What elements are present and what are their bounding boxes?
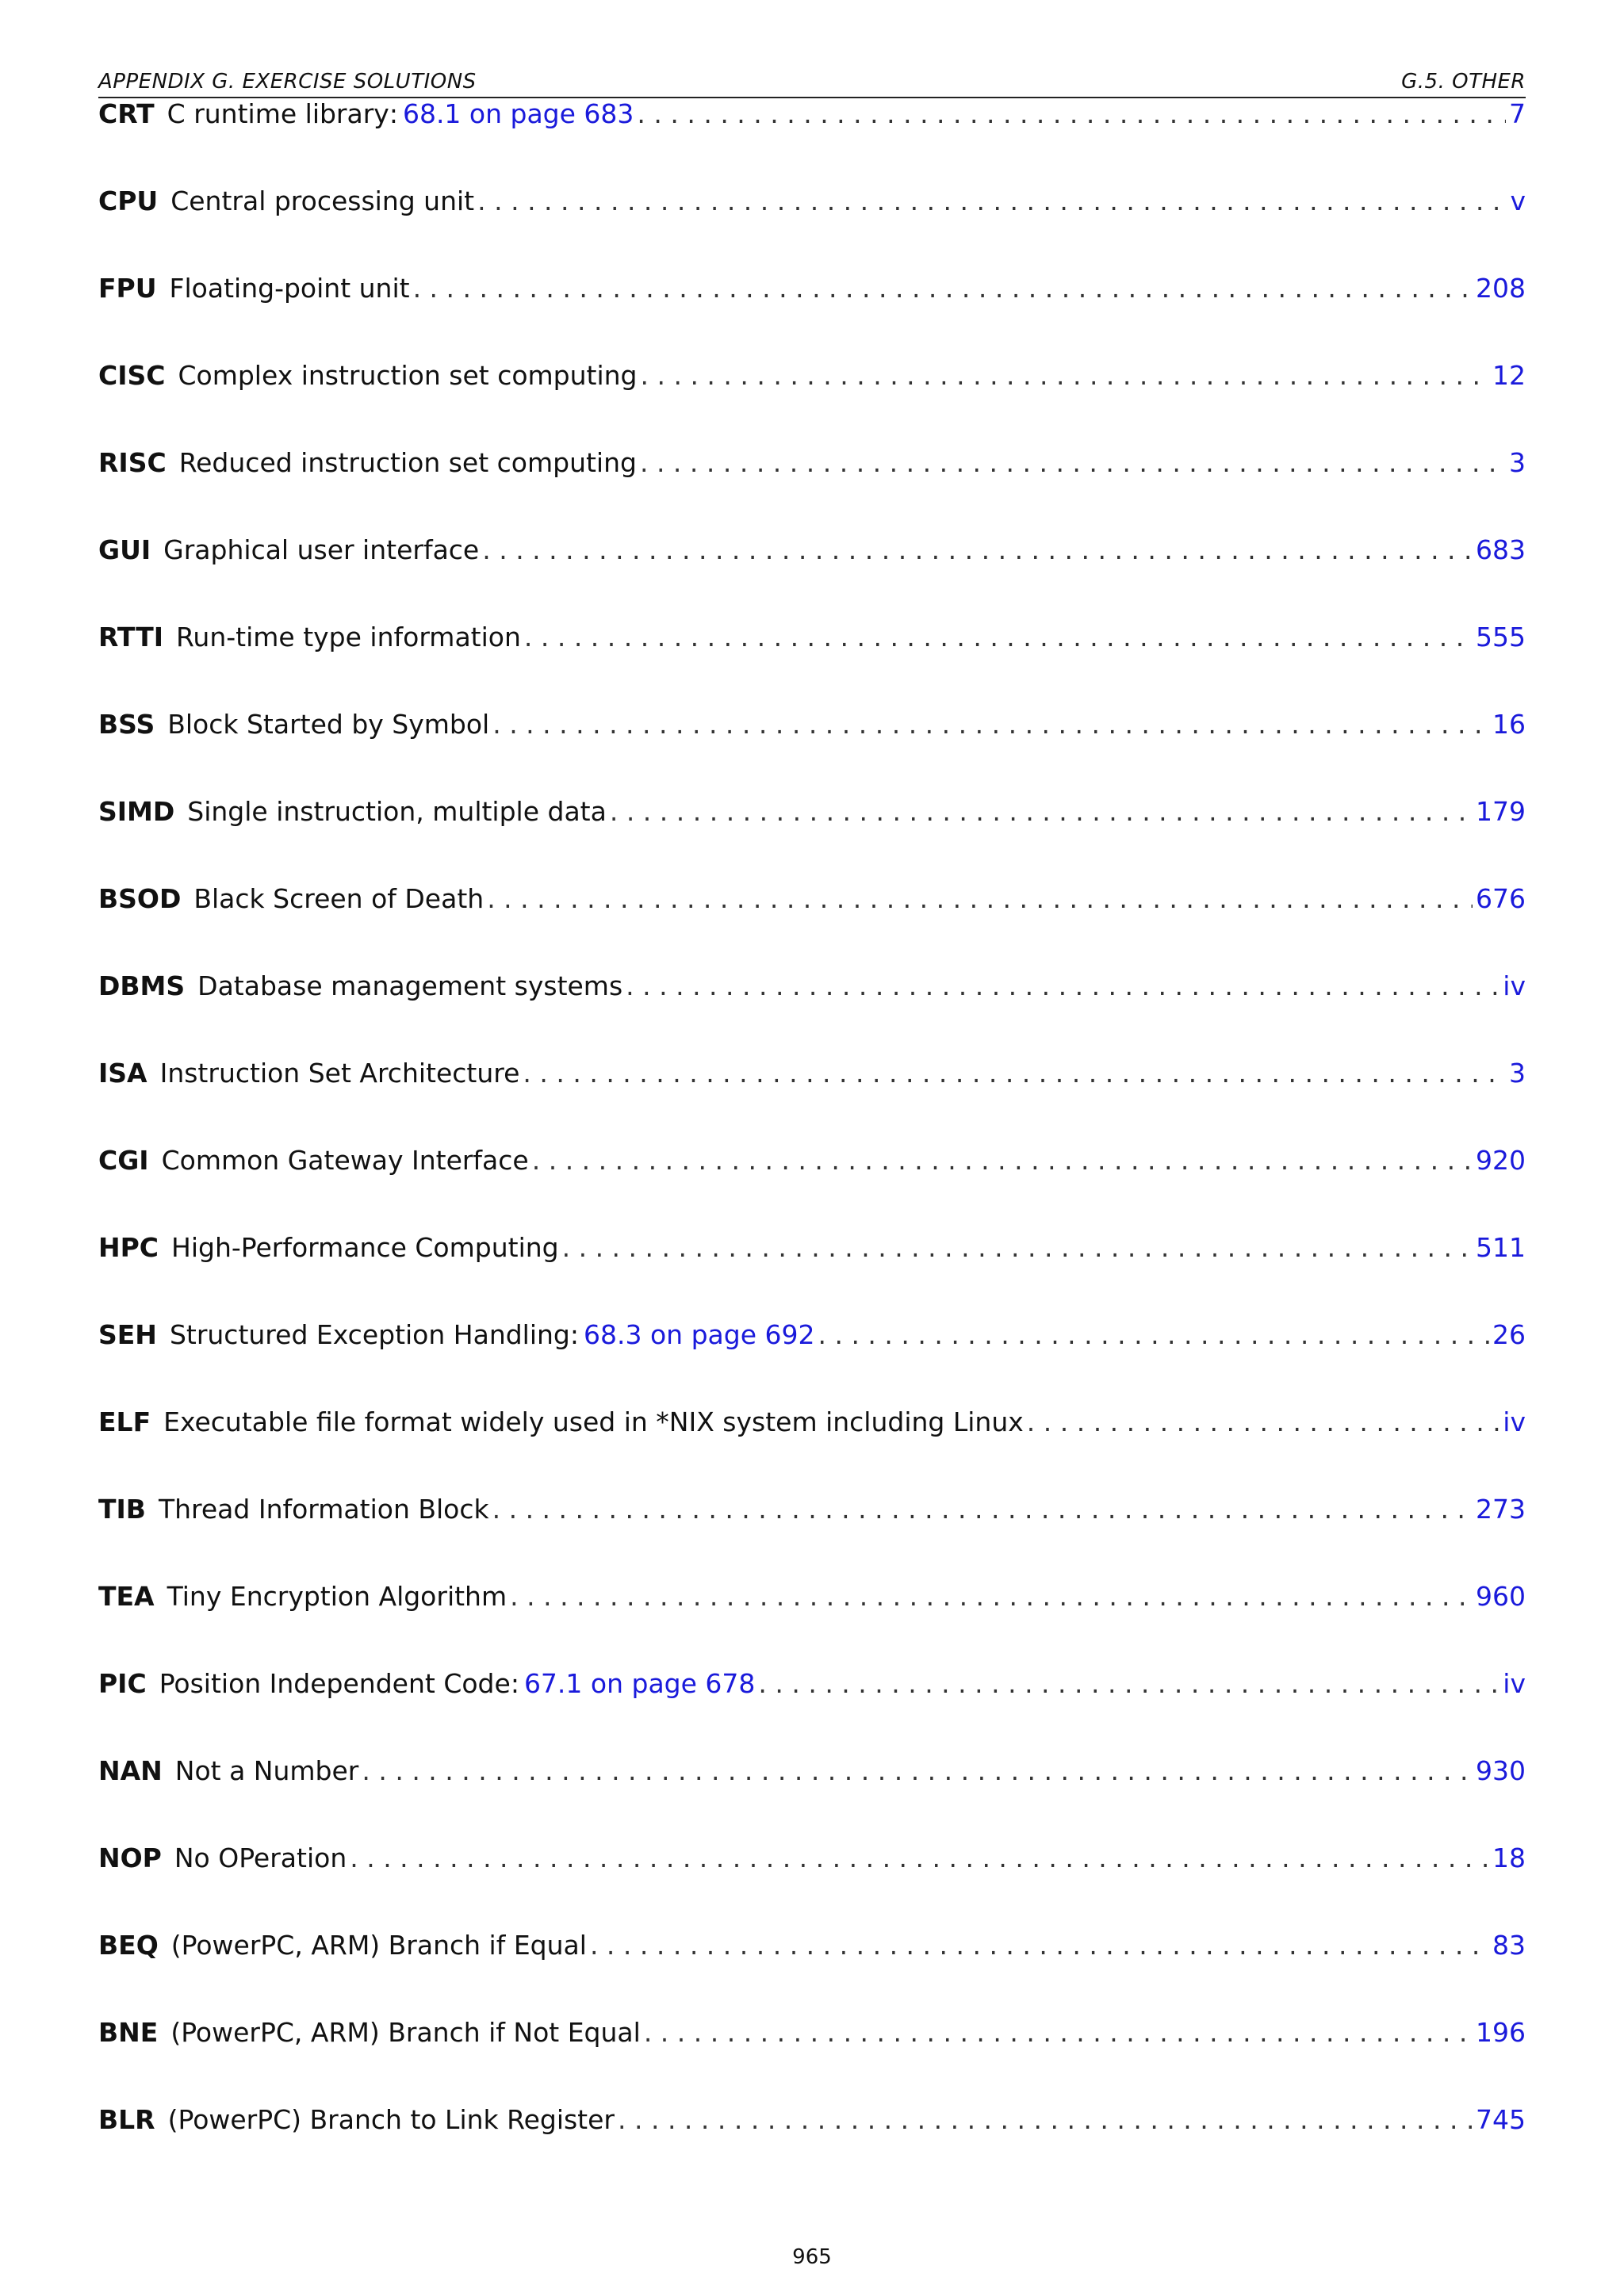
glossary-separator: : xyxy=(510,1668,519,1699)
glossary-separator: : xyxy=(569,1319,580,1350)
glossary-line xyxy=(98,447,1526,478)
chapter-title: APPENDIX G. EXERCISE SOLUTIONS xyxy=(98,70,477,94)
glossary-page-link[interactable]: 920 xyxy=(1476,1145,1526,1176)
dot-leader xyxy=(758,1668,1500,1699)
dot-leader xyxy=(610,796,1473,827)
dot-leader xyxy=(641,360,1490,391)
glossary-page-link[interactable]: 3 xyxy=(1509,1058,1526,1089)
glossary-entry xyxy=(98,1492,1526,1579)
glossary-abbreviation: CGI xyxy=(98,1145,149,1176)
glossary-page-link[interactable]: 26 xyxy=(1492,1319,1526,1350)
glossary-entry xyxy=(98,358,1526,446)
dot-leader xyxy=(644,2017,1473,2048)
glossary-description: Structured Exception Handling xyxy=(169,1319,570,1350)
dot-leader xyxy=(818,1319,1489,1350)
dot-leader xyxy=(562,1232,1473,1263)
dot-leader xyxy=(510,1581,1473,1612)
glossary-description: High-Performance Computing xyxy=(171,1232,559,1263)
dot-leader xyxy=(523,1058,1506,1089)
glossary-entry xyxy=(98,97,1526,184)
glossary-description: (PowerPC, ARM) Branch if Equal xyxy=(170,1930,587,1961)
glossary-abbreviation: BLR xyxy=(98,2104,155,2135)
glossary-abbreviation: BEQ xyxy=(98,1930,159,1961)
glossary-line xyxy=(98,2104,1526,2135)
glossary-abbreviation: NAN xyxy=(98,1755,163,1786)
glossary-description: Instruction Set Architecture xyxy=(159,1058,520,1089)
glossary-abbreviation: TIB xyxy=(98,1494,146,1525)
dot-leader xyxy=(1027,1406,1500,1437)
glossary-abbreviation: FPU xyxy=(98,273,157,304)
glossary-description: (PowerPC, ARM) Branch if Not Equal xyxy=(170,2017,641,2048)
glossary-description: Central processing unit xyxy=(170,186,475,216)
glossary-line xyxy=(98,186,1526,216)
glossary-description: Single instruction, multiple data xyxy=(187,796,607,827)
dot-leader xyxy=(618,2104,1473,2135)
dot-leader xyxy=(532,1145,1473,1176)
glossary-entry xyxy=(98,794,1526,882)
glossary-description: Run-time type information xyxy=(175,622,521,652)
glossary-page-link[interactable]: 7 xyxy=(1509,98,1526,129)
glossary-line xyxy=(98,1232,1526,1263)
glossary-description: Thread Information Block xyxy=(158,1494,489,1525)
glossary-description: Executable file format widely used in *NIX system including Linux xyxy=(163,1406,1024,1437)
glossary-description: Black Screen of Death xyxy=(193,883,485,914)
glossary-abbreviation: HPC xyxy=(98,1232,159,1263)
glossary-page-link[interactable]: 683 xyxy=(1476,534,1526,565)
glossary-line xyxy=(98,709,1526,740)
glossary-entry xyxy=(98,2103,1526,2190)
glossary-entry xyxy=(98,446,1526,533)
glossary-page-link[interactable]: 196 xyxy=(1476,2017,1526,2048)
glossary-description: Complex instruction set computing xyxy=(178,360,638,391)
glossary-description: Floating-point unit xyxy=(169,273,410,304)
glossary-entry xyxy=(98,184,1526,271)
glossary-entry xyxy=(98,1667,1526,1754)
glossary-page-link[interactable]: iv xyxy=(1503,1406,1526,1437)
glossary-line xyxy=(98,1494,1526,1525)
glossary-line xyxy=(98,273,1526,304)
glossary-abbreviation: NOP xyxy=(98,1843,162,1873)
glossary-entry xyxy=(98,1928,1526,2015)
glossary-description: (PowerPC) Branch to Link Register xyxy=(167,2104,615,2135)
glossary-entry xyxy=(98,1754,1526,1841)
glossary-page-link[interactable]: 12 xyxy=(1492,360,1526,391)
glossary-line xyxy=(98,360,1526,391)
glossary-line xyxy=(98,1668,1526,1699)
glossary-description: C runtime library xyxy=(167,98,389,129)
glossary-description: Block Started by Symbol xyxy=(167,709,490,740)
glossary-page-link[interactable]: 3 xyxy=(1509,447,1526,478)
dot-leader xyxy=(362,1755,1473,1786)
dot-leader xyxy=(524,622,1473,652)
dot-leader xyxy=(487,883,1473,914)
glossary-page-link[interactable]: 16 xyxy=(1492,709,1526,740)
glossary-line xyxy=(98,1319,1526,1350)
glossary-abbreviation: PIC xyxy=(98,1668,147,1699)
dot-leader xyxy=(637,98,1506,129)
page-number: 965 xyxy=(792,2245,832,2269)
glossary-entry xyxy=(98,1841,1526,1928)
glossary-entry xyxy=(98,1143,1526,1230)
glossary-entry xyxy=(98,969,1526,1056)
glossary-line xyxy=(98,1581,1526,1612)
glossary-abbreviation: BSS xyxy=(98,709,155,740)
dot-leader xyxy=(413,273,1473,304)
dot-leader xyxy=(640,447,1506,478)
glossary-line xyxy=(98,970,1526,1001)
glossary-line xyxy=(98,2017,1526,2048)
section-title: G.5. OTHER xyxy=(1401,70,1526,94)
glossary-abbreviation: DBMS xyxy=(98,970,186,1001)
glossary-entry xyxy=(98,533,1526,620)
glossary-entry xyxy=(98,1318,1526,1405)
glossary-list xyxy=(98,97,1526,2190)
glossary-line xyxy=(98,1930,1526,1961)
glossary-line xyxy=(98,1843,1526,1873)
glossary-page-link[interactable]: 960 xyxy=(1476,1581,1526,1612)
glossary-entry xyxy=(98,271,1526,358)
dot-leader xyxy=(590,1930,1489,1961)
glossary-page-link[interactable]: iv xyxy=(1503,970,1526,1001)
glossary-line xyxy=(98,1406,1526,1437)
glossary-abbreviation: SEH xyxy=(98,1319,157,1350)
glossary-reference-link[interactable]: 68.1 on page 683 xyxy=(402,98,634,129)
glossary-abbreviation: RISC xyxy=(98,447,167,478)
glossary-line xyxy=(98,622,1526,652)
glossary-page-link[interactable]: 745 xyxy=(1476,2104,1526,2135)
glossary-page-link[interactable]: 83 xyxy=(1492,1930,1526,1961)
glossary-line xyxy=(98,1058,1526,1089)
glossary-abbreviation: CISC xyxy=(98,360,166,391)
glossary-abbreviation: BNE xyxy=(98,2017,159,2048)
glossary-page-link[interactable]: 273 xyxy=(1476,1494,1526,1525)
dot-leader xyxy=(350,1843,1489,1873)
glossary-page-link[interactable]: 676 xyxy=(1476,883,1526,914)
dot-leader xyxy=(482,534,1473,565)
glossary-description: Common Gateway Interface xyxy=(161,1145,529,1176)
glossary-line xyxy=(98,796,1526,827)
glossary-entry xyxy=(98,1579,1526,1667)
glossary-abbreviation: BSOD xyxy=(98,883,182,914)
glossary-entry xyxy=(98,620,1526,707)
dot-leader xyxy=(492,1494,1473,1525)
dot-leader xyxy=(626,970,1500,1001)
glossary-page-link[interactable]: iv xyxy=(1503,1668,1526,1699)
glossary-line xyxy=(98,883,1526,914)
glossary-abbreviation: CRT xyxy=(98,98,155,129)
glossary-description: No OPeration xyxy=(174,1843,347,1873)
glossary-reference-link[interactable]: 68.3 on page 692 xyxy=(584,1319,815,1350)
page-header xyxy=(98,68,1526,98)
glossary-abbreviation: ELF xyxy=(98,1406,151,1437)
glossary-line xyxy=(98,98,1526,129)
glossary-entry xyxy=(98,707,1526,794)
dot-leader xyxy=(477,186,1507,216)
glossary-abbreviation: TEA xyxy=(98,1581,155,1612)
glossary-entry xyxy=(98,1405,1526,1492)
glossary-page-link[interactable]: 930 xyxy=(1476,1755,1526,1786)
glossary-description: Tiny Encryption Algorithm xyxy=(167,1581,508,1612)
glossary-description: Graphical user interface xyxy=(163,534,480,565)
glossary-abbreviation: CPU xyxy=(98,186,159,216)
glossary-abbreviation: GUI xyxy=(98,534,151,565)
glossary-line xyxy=(98,1145,1526,1176)
dot-leader xyxy=(492,709,1489,740)
glossary-description: Not a Number xyxy=(174,1755,359,1786)
glossary-page-link[interactable]: 511 xyxy=(1476,1232,1526,1263)
glossary-description: Position Independent Code xyxy=(159,1668,511,1699)
glossary-entry xyxy=(98,2015,1526,2103)
glossary-abbreviation: SIMD xyxy=(98,796,175,827)
glossary-page-link[interactable]: 18 xyxy=(1492,1843,1526,1873)
glossary-entry xyxy=(98,1056,1526,1143)
glossary-line xyxy=(98,1755,1526,1786)
glossary-page-link[interactable]: 179 xyxy=(1476,796,1526,827)
glossary-description: Reduced instruction set computing xyxy=(178,447,637,478)
glossary-separator: : xyxy=(389,98,398,129)
glossary-reference-link[interactable]: 67.1 on page 678 xyxy=(523,1668,756,1699)
glossary-page-link[interactable]: v xyxy=(1510,186,1526,216)
glossary-page-link[interactable]: 555 xyxy=(1476,622,1526,652)
glossary-line xyxy=(98,534,1526,565)
glossary-entry xyxy=(98,1230,1526,1318)
glossary-description: Database management systems xyxy=(197,970,623,1001)
glossary-abbreviation: ISA xyxy=(98,1058,147,1089)
glossary-abbreviation: RTTI xyxy=(98,622,163,652)
glossary-page-link[interactable]: 208 xyxy=(1476,273,1526,304)
glossary-entry xyxy=(98,882,1526,969)
